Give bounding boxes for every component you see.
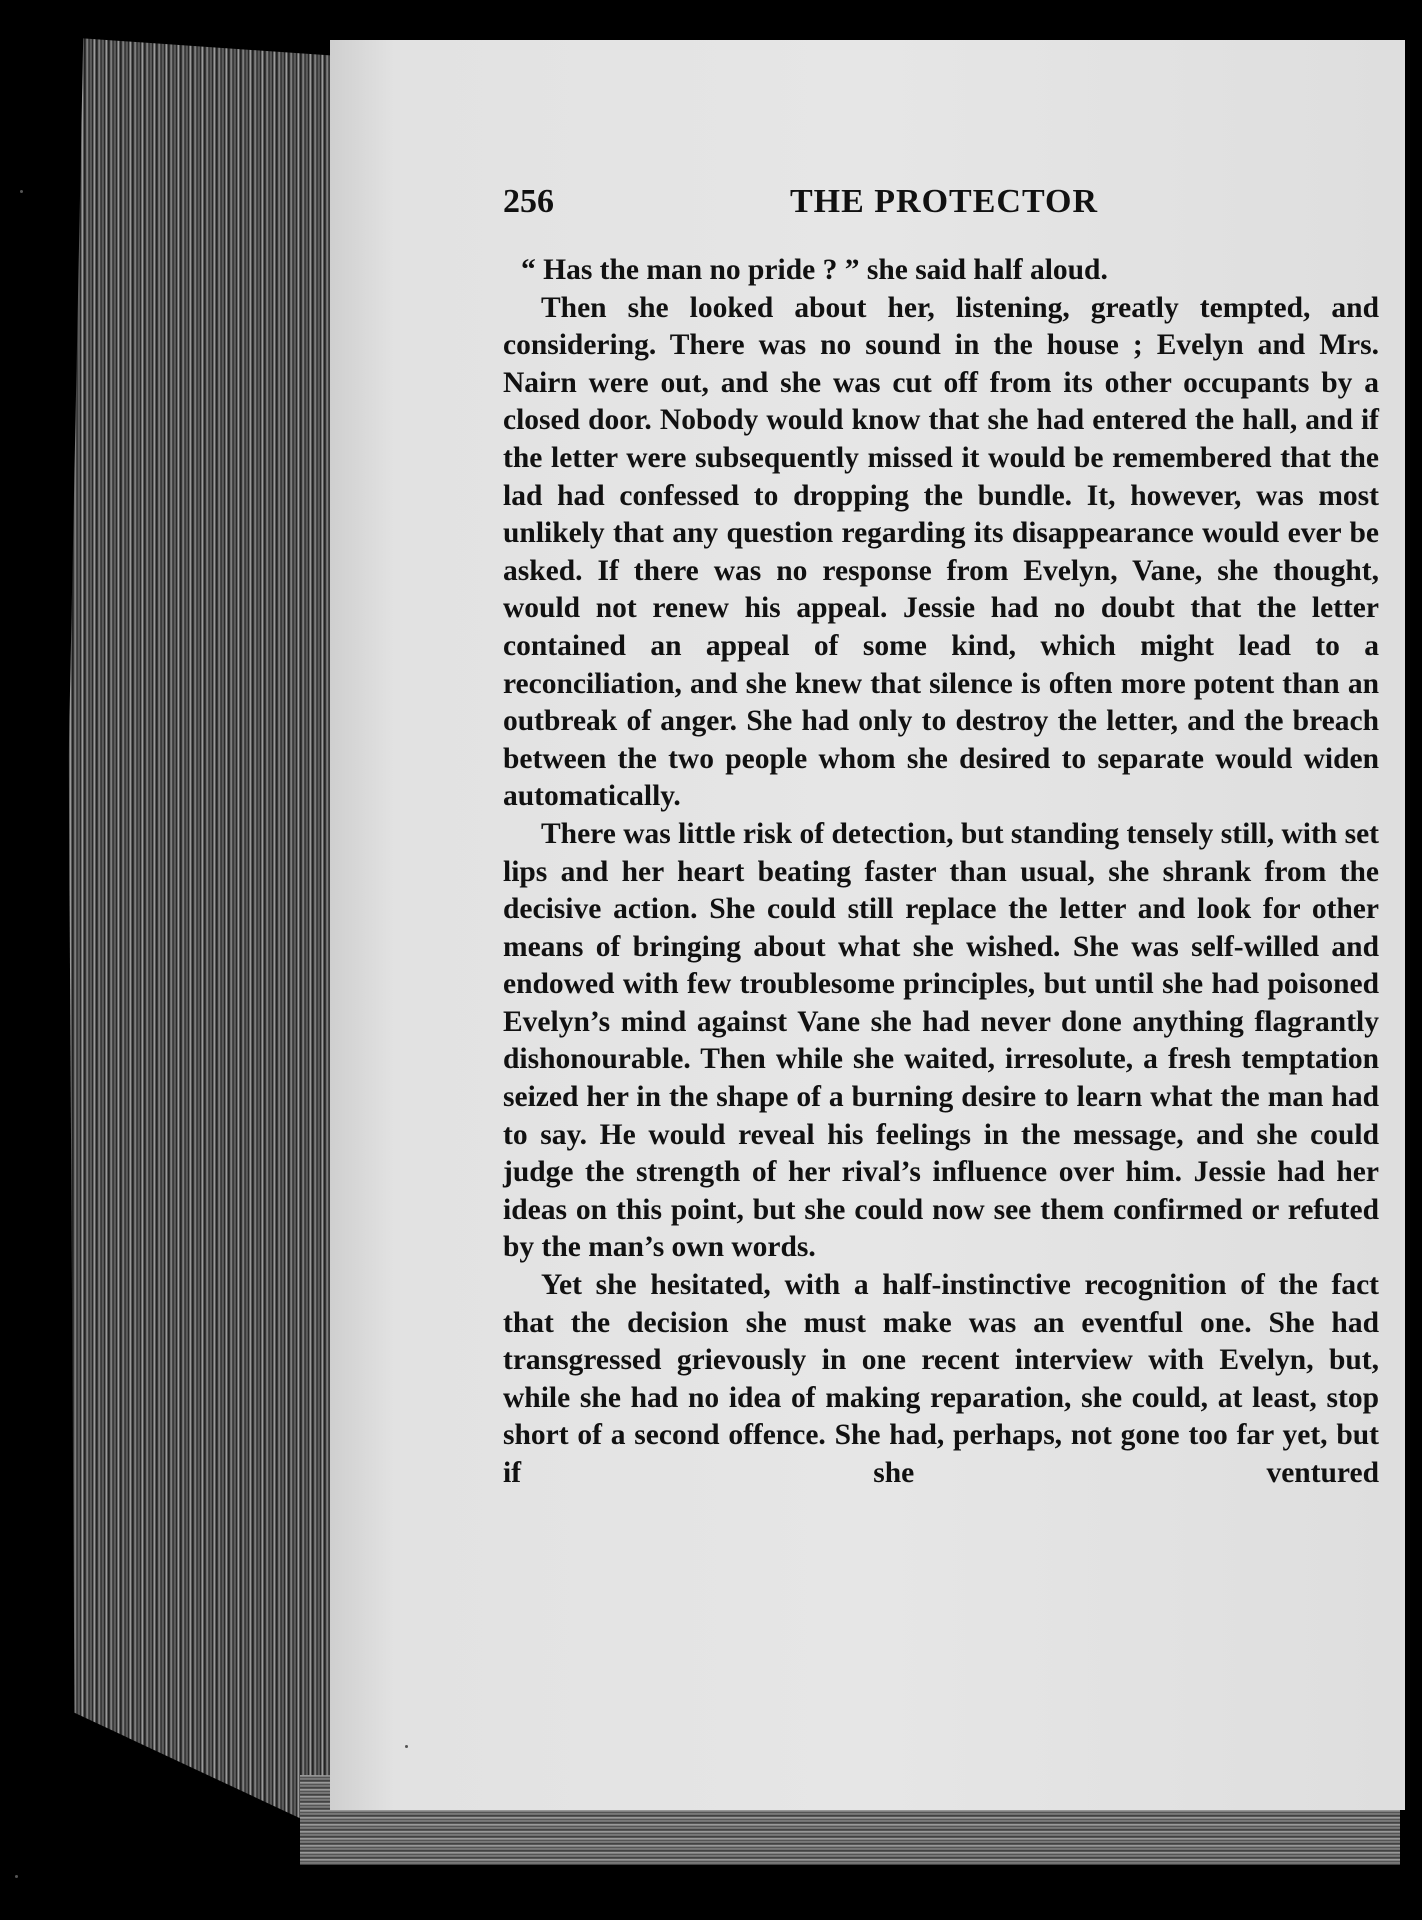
scan-speck [405,1745,408,1748]
page-number: 256 [503,183,554,220]
scan-speck [15,1875,18,1878]
paragraph: Yet she hesitated, with a half-instinctive recognition of the fact that the decision she must make was an eventful one. She had transgressed grievously in one recent interview with Evelyn, but, while she had no idea of making reparation, she could, at least, stop short of a second offence. She had, perhaps, not gone too far yet, but if she ventured [503,1269,1379,1489]
page-edges-left [60,20,350,1860]
paragraph: There was little risk of detection, but standing tensely still, with set lips and her heart beating faster than usual, she shrank from the decisive action. She could still replace the letter and look for other means of bringing about what she wished. She was self-willed and endowed with few troublesome principles, but until she had poisoned Evelyn’s mind against Vane she had never done anything flagrantly dishonourable. Then while she waited, irresolute, a fresh temptation seized her in the shape of a burning desire to learn what the man had to say. He would reveal his feelings in the message, and she could judge the strength of her rival’s influence over him. Jessie had her ideas on this point, but she could now see them confirmed or refuted by the man’s own words. [503,817,1379,1264]
paragraph: “ Has the man no pride ? ” she said half aloud. [521,254,1108,286]
paragraph: Then she looked about her, listening, greatly tempted, and considering. There was no sound in the house ; Evelyn and Mrs. Nairn were out, and she was cut off from its other occupants by a closed door. Nobody would know that she had entered the hall, and if the letter were subsequently missed it would be remembered that the lad had confessed to dropping the bundle. It, however, was most unlikely that any question regarding its disappearance would ever be asked. If there was no response from Evelyn, Vane, she thought, would not renew his appeal. Jessie had no doubt that the letter contained an appeal of some kind, which might lead to a reconciliation, and she knew that silence is often more potent than an outbreak of anger. She had only to destroy the letter, and the breach between the two people whom she desired to separate would widen automatically. [503,291,1379,813]
scan-speck [20,190,23,193]
body-text [503,252,1379,1493]
running-head: THE PROTECTOR [789,183,1099,220]
page-header [503,183,1100,233]
